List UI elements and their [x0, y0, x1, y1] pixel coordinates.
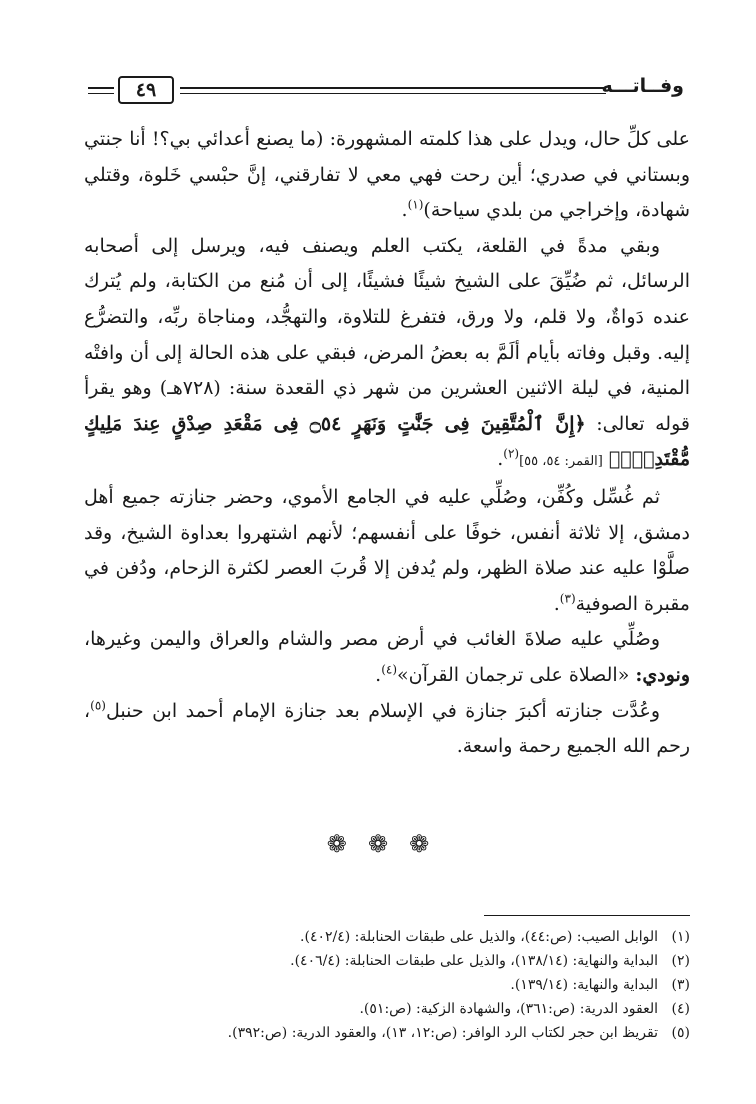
footnote-ref-5[interactable]: (٥)	[90, 698, 106, 713]
page-number: ٤٩	[135, 79, 157, 101]
verse-reference: [القمر: ٥٤، ٥٥]	[519, 454, 603, 470]
running-title: وفــاتـــه	[601, 75, 684, 97]
quran-verse: ﴿إِنَّ ٱلْمُتَّقِينَ فِى جَنَّٰتٍ وَنَهَرٍ ۝٥٤ فِى مَقْعَدِ صِدْقٍ عِندَ مَلِيكٍ مُّقْتَدِرٍۭ﴾	[84, 412, 690, 471]
footnote-text: البداية والنهاية: (١٣٨/١٤)، والذيل على طبقات الحنابلة: (٤٠٦/٤).	[290, 953, 658, 969]
footnote-ref-3[interactable]: (٣)	[559, 591, 576, 606]
paragraph-text: على كلِّ حال، ويدل على هذا كلمته المشهورة: (ما يصنع أعدائي بي؟! أنا جنتي وبستاني في صدري؛ أين رحت فهي معي لا تفارقني، إنَّ حبْسي خَلوة، وقتلي شهادة، وإخراجي من بلدي سياحة)	[84, 128, 690, 222]
paragraph-3	[84, 480, 690, 622]
header-rule-right	[180, 87, 606, 94]
punct: .	[401, 199, 408, 222]
footnote-separator	[484, 915, 690, 916]
footnote-item	[84, 925, 690, 949]
flower-ornament-icon: ❁	[326, 830, 347, 858]
page-header	[88, 72, 684, 112]
footnote-text: البداية والنهاية: (١٣٩/١٤).	[510, 977, 658, 993]
header-rule-left	[88, 87, 114, 94]
bold-phrase: ونودي:	[635, 663, 690, 686]
paragraph-text: ثم غُسِّل وكُفِّن، وصُلِّي عليه في الجامع الأموي، وحضر جنازته جميع أهل دمشق، إلا ثلاثة أنفس، خوفًا على أنفسهم؛ لأنهم اشتهروا بعداوة الشيخ، وقد صلَّوْا عليه عند صلاة الظهر، ولم يُدفن إلا قُربَ العصر لكثرة الزحام، ودُفن في مقبرة الصوفية	[84, 485, 690, 615]
punct: .	[375, 663, 382, 686]
footnote-item	[84, 949, 690, 973]
paragraph-1	[84, 122, 690, 229]
footnote-number: (١)	[671, 929, 690, 945]
footnote-number: (٢)	[671, 953, 690, 969]
punct: .	[497, 448, 504, 471]
section-ornament	[0, 832, 756, 856]
flower-ornament-icon: ❁	[409, 830, 430, 858]
footnote-text: الوابل الصيب: (ص:٤٤)، والذيل على طبقات الحنابلة: (٤٠٢/٤).	[300, 929, 658, 945]
footnote-number: (٤)	[671, 1001, 690, 1017]
paragraph-5	[84, 694, 690, 765]
footnote-ref-4[interactable]: (٤)	[381, 662, 398, 677]
paragraph-end-text: ، رحم الله الجميع رحمة واسعة.	[84, 699, 690, 758]
paragraph-text: وعُدَّت جنازته أكبرَ جنازة في الإسلام بعد جنازة الإمام أحمد ابن حنبل	[105, 699, 660, 722]
footnote-item	[84, 973, 690, 997]
flower-ornament-icon: ❁	[367, 830, 389, 858]
footnote-text: تقريظ ابن حجر لكتاب الرد الوافر: (ص:١٢، ١٣)، والعقود الدرية: (ص:٣٩٢).	[227, 1025, 658, 1041]
footnotes	[84, 925, 690, 1045]
footnote-ref-2[interactable]: (٢)	[503, 447, 520, 462]
punct: .	[553, 592, 560, 615]
footnote-ref-1[interactable]: (١)	[407, 197, 424, 212]
footnote-item	[84, 997, 690, 1021]
footnote-number: (٥)	[671, 1025, 690, 1041]
paragraph-text: وصُلِّي عليه صلاةَ الغائب في أرض مصر والشام والعراق واليمن وغيرها،	[84, 628, 660, 651]
paragraph-text: وبقي مدةً في القلعة، يكتب العلم ويصنف فيه، ويرسل إلى أصحابه الرسائل، ثم ضُيِّقَ على الشيخ شيئًا فشيئًا، إلى أن مُنع من الكتابة، ولم يُترك عنده دَواةٌ، ولا قلم، ولا ورق، فتفرغ للتلاوة، والتهجُّد، ومناجاة ربِّه، والتضرُّع إليه. وقبل وفاته بأيام ألَمَّ به بعضُ المرض، فبقي على هذه الحالة إلى أن وافتْه المنية، في ليلة الاثنين العشرين من شهر ذي القعدة سنة: (٧٢٨هـ) وهو يقرأ قوله تعالى:	[84, 234, 691, 435]
paragraph-4	[84, 622, 690, 693]
footnote-item	[84, 1021, 690, 1045]
footnote-number: (٣)	[671, 977, 690, 993]
page-number-box	[118, 76, 174, 104]
footnote-text: العقود الدرية: (ص:٣٦١)، والشهادة الزكية: (ص:٥١).	[359, 1001, 658, 1017]
quote-text: «الصلاة على ترجمان القرآن»	[397, 663, 630, 686]
paragraph-2	[84, 229, 690, 480]
main-text	[84, 122, 690, 765]
